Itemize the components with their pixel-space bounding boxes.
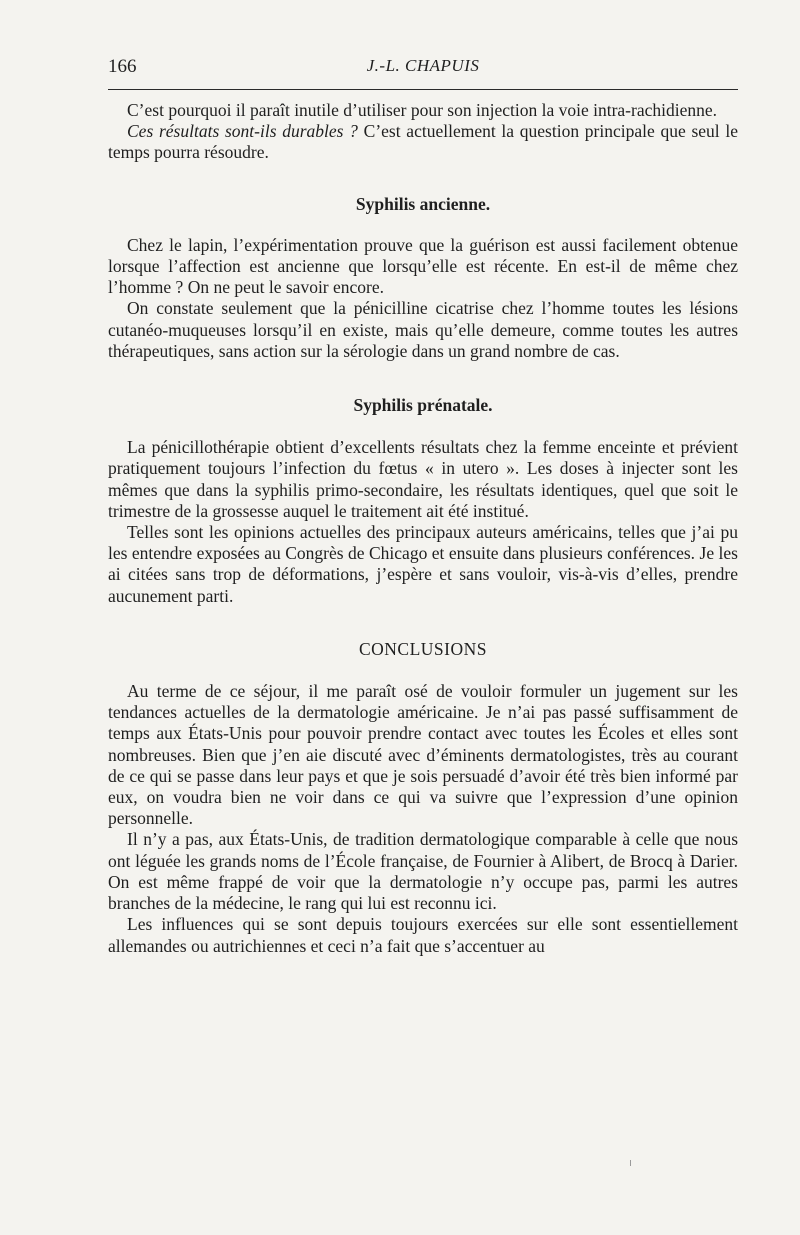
paragraph-penicillin-lesions: On constate seulement que la pénicilline cicatrise chez l’homme toutes les lésions cutanéo-muqueuses lorsqu’il en existe, mais qu’elle demeure, comme toutes les autres thérapeutiques, sans action sur la sérologie dans un grand nombre de cas.: [108, 298, 738, 361]
page-number: 166: [108, 56, 137, 77]
paragraph-durability: [108, 121, 738, 163]
running-head-author: J.-L. CHAPUIS: [366, 56, 480, 75]
paragraph-american-authors: Telles sont les opinions actuelles des principaux auteurs américains, telles que j’ai pu les entendre exposées au Congrès de Chicago et ensuite dans plusieurs conférences. Je les ai citées sans trop de déformations, j’espère et sans vouloir, vis-à-vis d’elles, prendre aucunement parti.: [108, 522, 738, 606]
durability-answer: C’est actuellement la question principale que seul le temps pourra résoudre.: [108, 121, 738, 163]
page-header: [108, 56, 738, 82]
body-text: [108, 100, 738, 957]
paragraph-influences: Les influences qui se sont depuis toujours exercées sur elle sont essentiellement allemandes ou autrichiennes et ceci n’a fait que s’accentuer au: [108, 914, 738, 956]
paragraph-stay-judgment: Au terme de ce séjour, il me paraît osé de vouloir formuler un jugement sur les tendances actuelles de la dermatologie américaine. Je n’ai pas passé suffisamment de temps aux États-Unis pour pouvoir prendre contact avec toutes les Écoles et elles sont nombreuses. Bien que j’en aie discuté avec d’éminents dermatologistes, très au courant de ce qui se passe dans leur pays et que je sois persuadé d’avoir été très bien informé par eux, on voudra bien ne voir dans ce qui va suivre que l’expression d’une opinion personnelle.: [108, 681, 738, 829]
paragraph-rabbit-experiment: Chez le lapin, l’expérimentation prouve que la guérison est aussi facilement obtenue lorsque l’affection est ancienne que lorsqu’elle est récente. En est-il de même chez l’homme ? On ne peut le savoir encore.: [108, 234, 738, 298]
print-speck: [630, 1160, 631, 1166]
durability-question: Ces résultats sont-ils durables ?: [127, 121, 358, 142]
paragraph-intrarachidian: C’est pourquoi il paraît inutile d’utiliser pour son injection la voie intra-rachidienne.: [127, 100, 717, 120]
paragraph-tradition: Il n’y a pas, aux États-Unis, de tradition dermatologique comparable à celle que nous ont léguée les grands noms de l’École française, de Fournier à Alibert, de Brocq à Darier. On est même frappé de voir que la dermatologie n’y occupe pas, parmi les autres branches de la médecine, le rang qui lui est reconnu ici.: [108, 829, 738, 914]
heading-conclusions: CONCLUSIONS: [358, 638, 488, 659]
paragraph-pregnancy-treatment: La pénicillothérapie obtient d’excellents résultats chez la femme enceinte et prévient pratiquement toujours l’infection du fœtus « in utero ». Les doses à injecter sont les mêmes que dans la syphilis primo-secondaire, les résultats identiques, quel que soit le trimestre de la grossesse auquel le traitement ait été institué.: [108, 437, 738, 521]
heading-syphilis-prenatale: Syphilis prénatale.: [353, 395, 493, 416]
heading-syphilis-ancienne: Syphilis ancienne.: [355, 193, 491, 214]
header-rule: [108, 89, 738, 90]
